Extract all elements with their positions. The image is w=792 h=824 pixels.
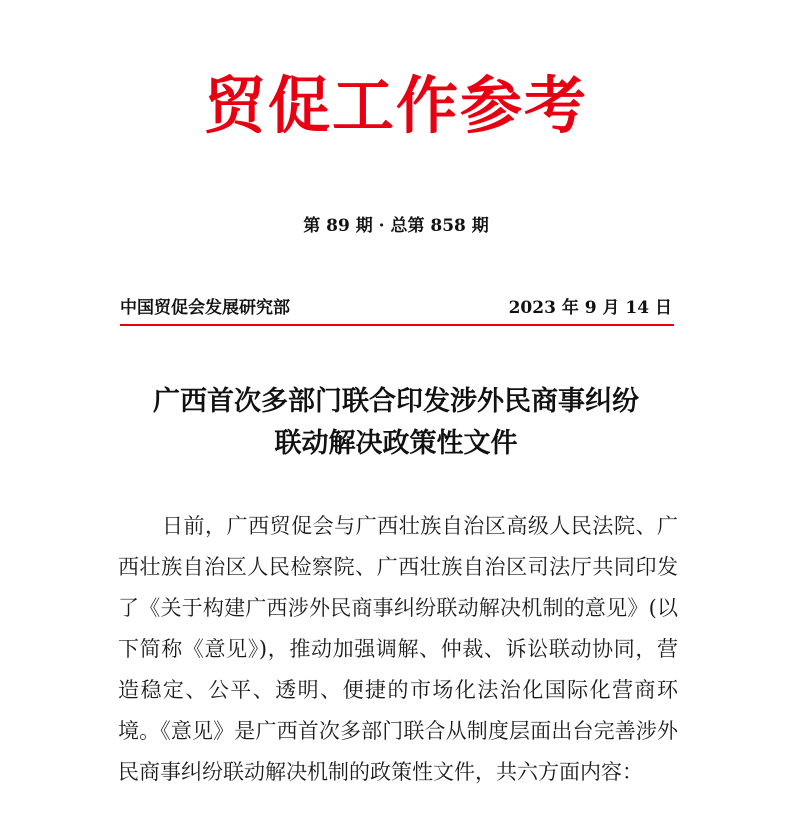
article-paragraph: 日前，广西贸促会与广西壮族自治区高级人民法院、广西壮族自治区人民检察院、广西壮族自治区司法厅共同印发了《关于构建广西涉外民商事纠纷联动解决机制的意见》(以下简称《意见》)，推动加强调解、仲裁、诉讼联动协同，营造稳定、公平、透明、便捷的市场化法治化国际化营商环境。《意见》是广西首次多部门联合从制度层面出台完善涉外民商事纠纷联动解决机制的政策性文件，共六方面内容： (118, 514, 678, 784)
article-title-line-1: 广西首次多部门联合印发涉外民商事纠纷 (153, 386, 639, 417)
article-title (0, 381, 792, 465)
masthead-title: 贸促工作参考 (203, 69, 588, 142)
publisher-organization: 中国贸促会发展研究部 (120, 298, 290, 318)
article-title-line-2: 联动解决政策性文件 (274, 428, 518, 459)
publication-date: 2023 年 9 月 14 日 (508, 298, 672, 318)
issue-number: 第 89 期 · 总第 858 期 (303, 216, 489, 236)
header-divider (120, 324, 674, 326)
